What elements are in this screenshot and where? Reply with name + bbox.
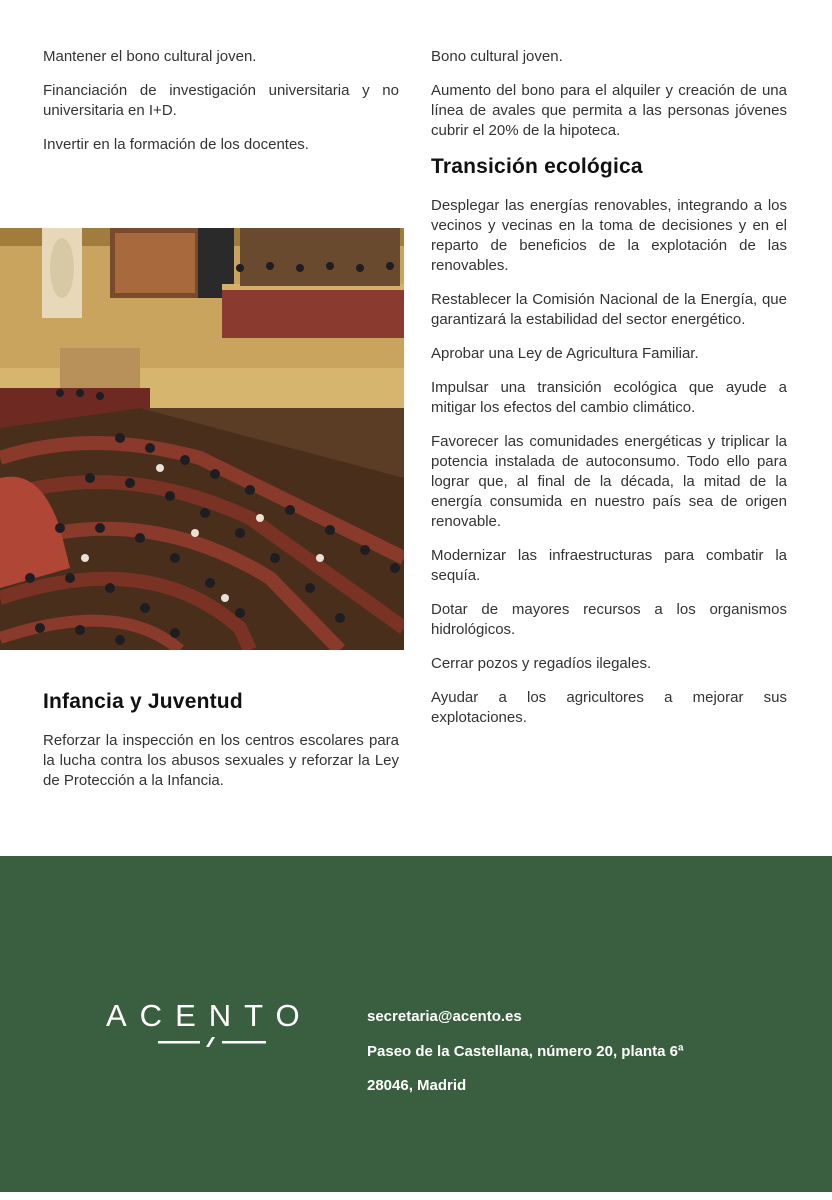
left-paragraph-1: Mantener el bono cultural joven. [43,48,257,65]
transicion-paragraph-9: Ayudar a los agricultores a mejorar sus explotaciones. [431,689,787,726]
logo-accent-mark [106,1035,320,1049]
logo-text: ACENTO [106,998,313,1033]
transicion-paragraph-5: Favorecer las comunidades energéticas y triplicar la potencia instalada de autoconsumo. Todo ello para lograr que, al final de la década, la mitad de la energía consumida en nuestro país sea de origen renovable. [431,433,787,530]
infancia-paragraph: Reforzar la inspección en los centros escolares para la lucha contra los abusos sexuales y reforzar la Ley de Protección a la Infancia. [43,732,399,789]
transicion-paragraph-4: Impulsar una transición ecológica que ayude a mitigar los efectos del cambio climático. [431,379,787,416]
right-paragraph-top-1: Bono cultural joven. [431,48,563,65]
left-column [43,47,399,169]
left-paragraph-2: Financiación de investigación universitaria y no universitaria en I+D. [43,82,399,119]
transicion-paragraph-6: Modernizar las infraestructuras para combatir la sequía. [431,547,787,584]
right-paragraph-top-2: Aumento del bono para el alquiler y creación de una línea de avales que permita a las personas jóvenes cubrir el 20% de la hipoteca. [431,82,787,139]
contact-city: 28046, Madrid [367,1077,467,1094]
transicion-title: Transición ecológica [431,155,643,178]
contact-info [367,1007,684,1111]
contact-email[interactable]: secretaria@acento.es [367,1008,522,1025]
transicion-paragraph-8: Cerrar pozos y regadíos ilegales. [431,655,652,672]
bottom-strip [0,1192,832,1200]
acento-logo [106,999,320,1049]
transicion-paragraph-2: Restablecer la Comisión Nacional de la Energía, que garantizará la estabilidad del sector energético. [431,291,787,328]
left-paragraph-3: Invertir en la formación de los docentes. [43,136,309,153]
contact-address: Paseo de la Castellana, número 20, planta 6ª [367,1042,684,1060]
infancia-section [43,690,399,805]
infancia-title: Infancia y Juventud [43,690,243,713]
right-column [431,47,787,742]
transicion-paragraph-1: Desplegar las energías renovables, integrando a los vecinos y vecinas en la toma de decisiones y en el reparto de beneficios de la explotación de las renovables. [431,197,787,274]
transicion-paragraph-7: Dotar de mayores recursos a los organismos hidrológicos. [431,601,787,638]
transicion-paragraph-3: Aprobar una Ley de Agricultura Familiar. [431,345,699,362]
parliament-photo [0,228,404,650]
